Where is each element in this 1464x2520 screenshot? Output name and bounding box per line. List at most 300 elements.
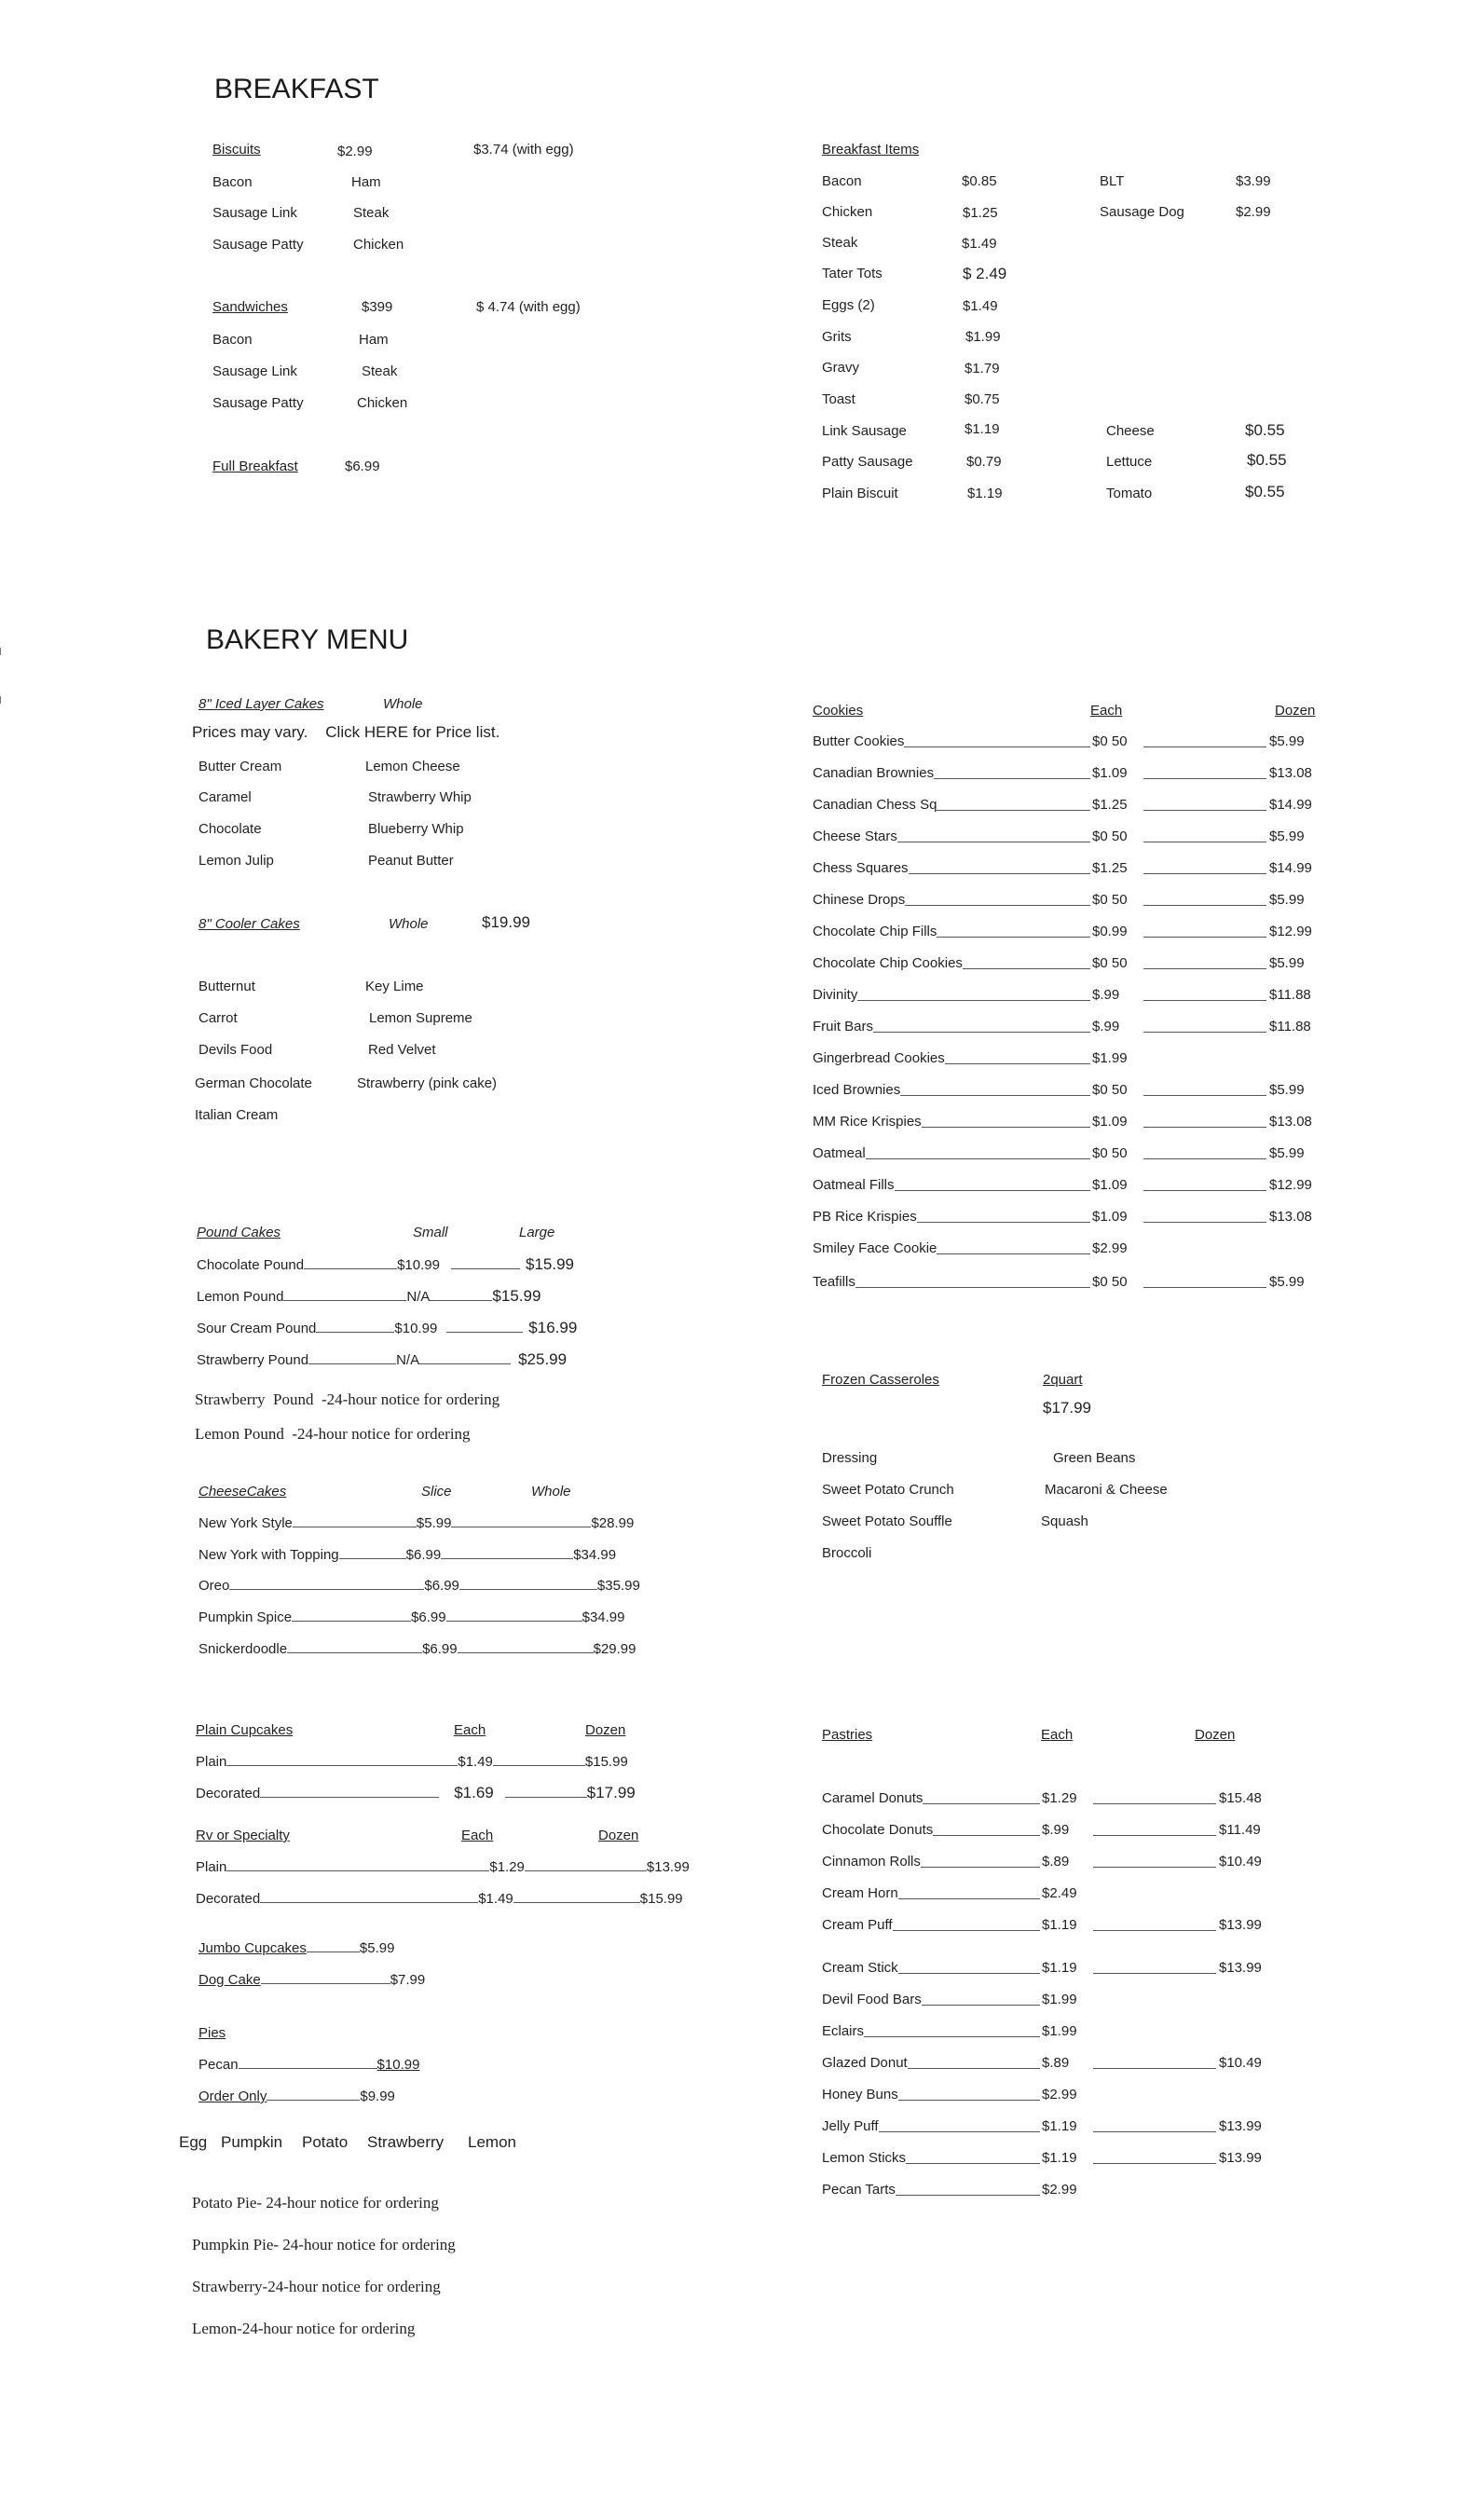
cookie-name: Chinese Drops [813, 892, 906, 908]
dozen-price: $11.88 [1269, 1019, 1311, 1034]
item-price: $2.99 [1236, 204, 1271, 220]
pie-price: $10.99 [376, 2057, 420, 2073]
leader-line [430, 1289, 492, 1301]
flavor: Lemon Cheese [365, 759, 460, 774]
leader-line [307, 1940, 360, 1952]
pound-cakes-header [197, 1225, 560, 1241]
leader-line [458, 1641, 594, 1653]
item-name: Toast [822, 391, 855, 407]
small-price: $10.99 [397, 1257, 440, 1273]
specialty-label: Rv or Specialty [196, 1828, 290, 1843]
pastries-dozen-header: Dozen [1195, 1727, 1236, 1743]
pie-row [198, 2057, 419, 2074]
item-name: BLT [1100, 173, 1125, 189]
slice-price: $6.99 [424, 1578, 459, 1594]
leader-line [459, 1578, 597, 1590]
pound-note: Strawberry Pound -24-hour notice for ordering [195, 1390, 500, 1408]
each-price: $1.99 [1092, 1050, 1128, 1066]
cookie-name: Chess Squares [813, 860, 909, 876]
biscuit-option: Ham [351, 174, 381, 190]
casserole: Sweet Potato Souffle [822, 1513, 952, 1529]
leader-line [1093, 1792, 1216, 1804]
pastry-name: Cream Stick [822, 1960, 898, 1976]
bakery-title: BAKERY MENU [206, 624, 409, 655]
leader-line [1143, 1116, 1266, 1128]
slice-price: $6.99 [422, 1641, 458, 1657]
pie-note: Strawberry-24-hour notice for ordering [192, 2278, 441, 2295]
flavor: Carrot [198, 1010, 238, 1026]
cheesecake-row [198, 1578, 640, 1595]
cupcake-row [196, 1891, 683, 1908]
dozen-price: $15.48 [1219, 1790, 1262, 1806]
cupcake-name: Plain [196, 1754, 227, 1770]
leader-line [1143, 1020, 1266, 1033]
leader-line [1143, 1276, 1266, 1288]
specialty-dozen-header: Dozen [598, 1828, 639, 1843]
leader-line [304, 1257, 397, 1269]
biscuit-option: Sausage Link [212, 205, 297, 221]
dozen-price: $5.99 [1269, 955, 1305, 971]
pastry-name: Eclairs [822, 2023, 865, 2039]
each-price: $.99 [1042, 1822, 1070, 1838]
leader-line [1093, 2120, 1216, 2132]
leader-line [419, 1352, 511, 1364]
flavor: Peanut Butter [368, 853, 454, 869]
flavor: Butternut [198, 979, 255, 994]
pie-note: Pumpkin Pie- 24-hour notice for ordering [192, 2236, 456, 2253]
flavor: Lemon Julip [198, 853, 274, 869]
dog-cake-name: Dog Cake [198, 1972, 261, 1988]
item-price: $0.55 [1245, 483, 1285, 500]
item-name: Gravy [822, 360, 860, 376]
cheesecake-row [198, 1641, 636, 1658]
sandwich-option: Ham [359, 332, 389, 348]
small-price: N/A [406, 1289, 431, 1305]
casserole: Sweet Potato Crunch [822, 1482, 954, 1498]
leader-line [1143, 957, 1266, 969]
each-price: $0 50 [1092, 829, 1128, 844]
pound-row [197, 1288, 540, 1306]
each-price: $1.09 [1092, 1209, 1128, 1225]
pie-name: Order Only [198, 2089, 267, 2104]
leader-line [1093, 1824, 1216, 1836]
plain-cupcakes-label: Plain Cupcakes [196, 1722, 294, 1738]
cooler-cakes-price: $19.99 [482, 913, 530, 931]
pie-note: Potato Pie- 24-hour notice for ordering [192, 2194, 439, 2212]
pound-cakes-label: Pound Cakes [197, 1225, 281, 1240]
item-name: Cheese [1106, 423, 1155, 439]
item-price: $1.49 [963, 298, 998, 314]
leader-line [1093, 1856, 1216, 1868]
item-price: $3.99 [1236, 173, 1271, 189]
each-price: $0 50 [1092, 1082, 1128, 1098]
flavor: Red Velvet [368, 1042, 436, 1058]
each-price: $0 50 [1092, 892, 1128, 908]
leader-line [1143, 767, 1266, 779]
item-price: $1.19 [967, 486, 1003, 501]
leader-line [1093, 1962, 1216, 1974]
each-price: $0 50 [1092, 955, 1128, 971]
sandwich-option: Chicken [357, 395, 408, 411]
dozen-price: $13.08 [1269, 1209, 1312, 1225]
dozen-price: $5.99 [1269, 892, 1305, 908]
item-price: $1.25 [963, 205, 998, 221]
pound-small-header: Small [413, 1225, 448, 1240]
biscuits-label: Biscuits [212, 142, 261, 158]
dozen-price: $14.99 [1269, 860, 1312, 876]
leader-line [260, 1891, 478, 1903]
dozen-price: $13.99 [1219, 2150, 1262, 2166]
casserole: Macaroni & Cheese [1045, 1482, 1168, 1498]
cookie-name: Canadian Brownies [813, 765, 935, 781]
dozen-price: $12.99 [1269, 924, 1312, 939]
cookie-name: MM Rice Krispies [813, 1114, 922, 1130]
item-name: Tomato [1106, 486, 1153, 501]
cake-name: Chocolate Pound [197, 1257, 305, 1273]
edge-mark [0, 648, 1, 655]
cheesecakes-header [198, 1484, 571, 1500]
cupcake-row [196, 1754, 628, 1771]
item-price: $1.79 [965, 361, 1000, 377]
each-price: $1.99 [1042, 1992, 1077, 2007]
cookie-name: Fruit Bars [813, 1019, 874, 1034]
cookies-dozen-header: Dozen [1275, 703, 1316, 719]
dozen-price: $10.49 [1219, 2055, 1262, 2071]
cookie-name: Canadian Chess Sq [813, 797, 937, 813]
cookie-name: Iced Brownies [813, 1082, 901, 1098]
small-price: N/A [396, 1352, 420, 1368]
casserole: Broccoli [822, 1545, 872, 1561]
dog-cake-row [198, 1972, 425, 1989]
sandwiches-price: $399 [362, 299, 393, 315]
pie-row [198, 2089, 395, 2105]
cupcake-name: Plain [196, 1859, 227, 1875]
small-price: $10.99 [394, 1321, 438, 1336]
leader-line [229, 1578, 424, 1590]
cake-name: Pumpkin Spice [198, 1609, 293, 1625]
flavor: Chocolate [198, 821, 262, 837]
flavor: Italian Cream [195, 1107, 279, 1123]
cookies-label: Cookies [813, 703, 864, 719]
cookie-name: Chocolate Chip Fills [813, 924, 937, 939]
leader-line [226, 1754, 458, 1766]
cupcake-row [196, 1785, 636, 1802]
each-price: $0 50 [1092, 1274, 1128, 1290]
leader-line [1143, 989, 1266, 1001]
cupcake-row [196, 1859, 690, 1876]
each-price: $1.19 [1042, 1917, 1077, 1933]
leader-line [1093, 2152, 1216, 2164]
cake-name: New York with Topping [198, 1547, 339, 1563]
pie-note: Lemon-24-hour notice for ordering [192, 2320, 416, 2337]
item-price: $0.75 [965, 391, 1000, 407]
leader-line [1093, 2057, 1216, 2069]
slice-price: $5.99 [416, 1515, 452, 1531]
leader-line [1143, 1211, 1266, 1223]
item-price: $0.85 [962, 173, 997, 189]
leader-line [1143, 1084, 1266, 1096]
cake-name: Lemon Pound [197, 1289, 284, 1305]
frozen-casseroles-size: 2quart [1043, 1372, 1083, 1388]
sandwich-option: Sausage Link [212, 363, 297, 379]
leader-line [1143, 830, 1266, 842]
leader-line [316, 1321, 394, 1333]
leader-line [260, 1786, 439, 1798]
flavor: Devils Food [198, 1042, 273, 1058]
cooler-cakes-header [198, 916, 469, 933]
leader-line [451, 1515, 591, 1527]
flavor: Strawberry (pink cake) [357, 1075, 498, 1091]
specialty-each-header: Each [461, 1828, 494, 1843]
cooler-cakes-label: 8" Cooler Cakes [198, 916, 300, 932]
leader-line [1143, 925, 1266, 938]
dog-cake-price: $7.99 [390, 1972, 426, 1988]
flavor: Caramel [198, 789, 252, 805]
each-price: $2.49 [1042, 1885, 1077, 1901]
item-price: $0.55 [1245, 421, 1285, 439]
dozen-price: $11.49 [1219, 1822, 1261, 1838]
each-price: $0 50 [1092, 1145, 1128, 1161]
leader-line [1143, 862, 1266, 874]
biscuit-option: Chicken [353, 237, 404, 253]
pastry-name: Lemon Sticks [822, 2150, 907, 2166]
cake-name: Snickerdoodle [198, 1641, 288, 1657]
leader-line [339, 1547, 406, 1559]
breakfast-title: BREAKFAST [214, 74, 379, 104]
leader-line [1143, 1147, 1266, 1159]
pie-kind: Pumpkin [221, 2133, 283, 2151]
casserole: Green Beans [1053, 1450, 1136, 1466]
item-price: $1.19 [965, 421, 1000, 437]
leader-line [505, 1786, 587, 1798]
pastries-each-header: Each [1041, 1727, 1074, 1743]
leader-line [287, 1641, 422, 1653]
jumbo-cupcakes-price: $5.99 [359, 1940, 395, 1956]
iced-cakes-label: 8" Iced Layer Cakes [198, 696, 324, 712]
pies-label: Pies [198, 2025, 226, 2041]
each-price: $1.19 [1042, 1960, 1077, 1976]
cake-name: New York Style [198, 1515, 293, 1531]
each-price: $1.09 [1092, 765, 1128, 781]
sandwich-option: Bacon [212, 332, 253, 348]
jumbo-cupcakes-row [198, 1940, 394, 1957]
flavor: Strawberry Whip [368, 789, 472, 805]
cheesecakes-whole-header: Whole [531, 1484, 571, 1500]
cheesecakes-slice-header: Slice [421, 1484, 452, 1500]
leader-line [239, 2057, 377, 2069]
each-price: $1.29 [489, 1859, 525, 1875]
dozen-price: $13.99 [1219, 1917, 1262, 1933]
each-price: $1.19 [1042, 2118, 1077, 2134]
edge-mark [0, 696, 1, 704]
dozen-price: $15.99 [584, 1754, 628, 1770]
item-name: Grits [822, 329, 852, 345]
cookie-name: Divinity [813, 987, 858, 1003]
pastry-name: Pecan Tarts [822, 2182, 896, 2198]
plain-cupcakes-dozen-header: Dozen [585, 1722, 626, 1738]
flavor: Butter Cream [198, 759, 282, 774]
large-price: $15.99 [525, 1255, 574, 1273]
cookie-name: Gingerbread Cookies [813, 1050, 945, 1066]
cake-name: Sour Cream Pound [197, 1321, 317, 1336]
dozen-price: $13.08 [1269, 765, 1312, 781]
cheesecake-row [198, 1609, 625, 1626]
item-name: Sausage Dog [1100, 204, 1184, 220]
dozen-price: $10.49 [1219, 1854, 1262, 1869]
item-price: $ 2.49 [963, 265, 1007, 282]
each-price: $.89 [1042, 1854, 1070, 1869]
leader-line [226, 1859, 489, 1871]
item-price: $1.99 [965, 329, 1001, 345]
each-price: $.99 [1092, 1019, 1120, 1034]
each-price: $1.09 [1092, 1177, 1128, 1193]
pastry-name: Caramel Donuts [822, 1790, 924, 1806]
full-breakfast-label: Full Breakfast [212, 459, 298, 474]
cookie-name: Cheese Stars [813, 829, 897, 844]
each-price: $0.99 [1092, 924, 1128, 939]
sandwich-option: Steak [362, 363, 398, 379]
pound-row [197, 1351, 567, 1369]
pastry-name: Chocolate Donuts [822, 1822, 934, 1838]
cookie-name: PB Rice Krispies [813, 1209, 917, 1225]
dozen-price: $5.99 [1269, 1145, 1305, 1161]
leader-line [283, 1289, 406, 1301]
whole-price: $34.99 [573, 1547, 617, 1563]
item-name: Link Sausage [822, 423, 907, 439]
dozen-price: $13.99 [1219, 2118, 1262, 2134]
flavor: Key Lime [365, 979, 424, 994]
pastry-name: Cream Horn [822, 1885, 898, 1901]
leader-line [1143, 894, 1266, 906]
leader-line [1143, 1179, 1266, 1191]
pie-kind: Potato [302, 2133, 349, 2151]
dozen-price: $5.99 [1269, 1274, 1305, 1290]
each-price: $1.99 [1042, 2023, 1077, 2039]
each-price: $1.25 [1092, 797, 1128, 813]
pastry-name: Glazed Donut [822, 2055, 908, 2071]
pie-kind: Egg [179, 2133, 208, 2151]
each-price: $0 50 [1092, 733, 1128, 749]
cookies-each-header: Each [1090, 703, 1123, 719]
pastry-name: Jelly Puff [822, 2118, 879, 2134]
each-price: $2.99 [1042, 2087, 1077, 2102]
leader-line [293, 1515, 417, 1527]
large-price: $15.99 [492, 1287, 541, 1305]
leader-line [493, 1754, 585, 1766]
pastry-name: Cinnamon Rolls [822, 1854, 921, 1869]
each-price: $1.19 [1042, 2150, 1077, 2166]
flavor: Blueberry Whip [368, 821, 464, 837]
each-price: $2.99 [1042, 2182, 1077, 2198]
item-name: Plain Biscuit [822, 486, 898, 501]
dozen-price: $12.99 [1269, 1177, 1312, 1193]
each-price: $1.29 [1042, 1790, 1077, 1806]
pastry-name: Cream Puff [822, 1917, 893, 1933]
whole-price: $34.99 [581, 1609, 625, 1625]
biscuits-egg-price: $3.74 (with egg) [473, 142, 574, 158]
leader-line [261, 1972, 390, 1984]
pie-kind: Lemon [468, 2133, 516, 2151]
pastry-name: Devil Food Bars [822, 1992, 922, 2007]
slice-price: $6.99 [411, 1609, 446, 1625]
plain-cupcakes-each-header: Each [454, 1722, 486, 1738]
leader-line [513, 1891, 640, 1903]
pound-note: Lemon Pound -24-hour notice for ordering [195, 1425, 471, 1443]
cheesecakes-label: CheeseCakes [198, 1484, 287, 1500]
pound-large-header: Large [519, 1225, 555, 1240]
cookie-name: Butter Cookies [813, 733, 905, 749]
item-name: Bacon [822, 173, 862, 189]
dozen-price: $14.99 [1269, 797, 1312, 813]
dozen-price: $5.99 [1269, 733, 1305, 749]
whole-price: $28.99 [591, 1515, 635, 1531]
item-name: Patty Sausage [822, 454, 913, 470]
whole-price: $35.99 [596, 1578, 640, 1594]
pastries-label: Pastries [822, 1727, 873, 1743]
jumbo-cupcakes-name: Jumbo Cupcakes [198, 1940, 307, 1956]
dozen-price: $5.99 [1269, 1082, 1305, 1098]
item-name: Tater Tots [822, 266, 883, 281]
frozen-casseroles-price: $17.99 [1043, 1399, 1091, 1417]
leader-line [446, 1321, 523, 1333]
biscuit-option: Bacon [212, 174, 253, 190]
item-price: $1.49 [962, 236, 997, 252]
cookie-name: Oatmeal [813, 1145, 866, 1161]
cake-name: Oreo [198, 1578, 230, 1594]
cheesecake-row [198, 1515, 634, 1532]
each-price: $1.09 [1092, 1114, 1128, 1130]
large-price: $16.99 [528, 1319, 578, 1336]
leader-line [292, 1609, 411, 1622]
flavor: German Chocolate [195, 1075, 312, 1091]
iced-cakes-whole-header: Whole [383, 696, 423, 712]
casserole: Squash [1041, 1513, 1088, 1529]
slice-price: $6.99 [405, 1547, 442, 1563]
leader-line [1143, 735, 1266, 747]
price-note: Prices may vary. Click HERE for Price list. [192, 723, 500, 741]
cooler-cakes-whole-header: Whole [389, 916, 429, 932]
cookie-name: Chocolate Chip Cookies [813, 955, 963, 971]
item-name: Lettuce [1106, 454, 1153, 470]
leader-line [1143, 799, 1266, 811]
leader-line [267, 2089, 360, 2101]
dozen-price: $5.99 [1269, 829, 1305, 844]
biscuits-price: $2.99 [337, 144, 373, 159]
each-price: $1.25 [1092, 860, 1128, 876]
cake-name: Strawberry Pound [197, 1352, 309, 1368]
pound-row [197, 1320, 577, 1337]
dozen-price: $15.99 [639, 1891, 683, 1907]
leader-line [308, 1352, 396, 1364]
sandwiches-label: Sandwiches [212, 299, 288, 315]
cookie-name: Oatmeal Fills [813, 1177, 895, 1193]
item-name: Chicken [822, 204, 873, 220]
leader-line [1093, 1919, 1216, 1931]
pastry-name: Honey Buns [822, 2087, 898, 2102]
pie-kind: Strawberry [367, 2133, 445, 2151]
item-price: $0.79 [966, 454, 1002, 470]
dozen-price: $11.88 [1269, 987, 1311, 1003]
each-price: $1.49 [478, 1891, 513, 1907]
full-breakfast-price: $6.99 [345, 459, 380, 474]
leader-line [451, 1257, 520, 1269]
biscuit-option: Steak [353, 205, 390, 221]
each-price: $2.99 [1092, 1240, 1128, 1256]
pie-name: Pecan [198, 2057, 239, 2073]
breakfast-items-title: Breakfast Items [822, 142, 920, 158]
flavor: Lemon Supreme [369, 1010, 472, 1026]
dozen-price: $13.99 [1219, 1960, 1262, 1976]
